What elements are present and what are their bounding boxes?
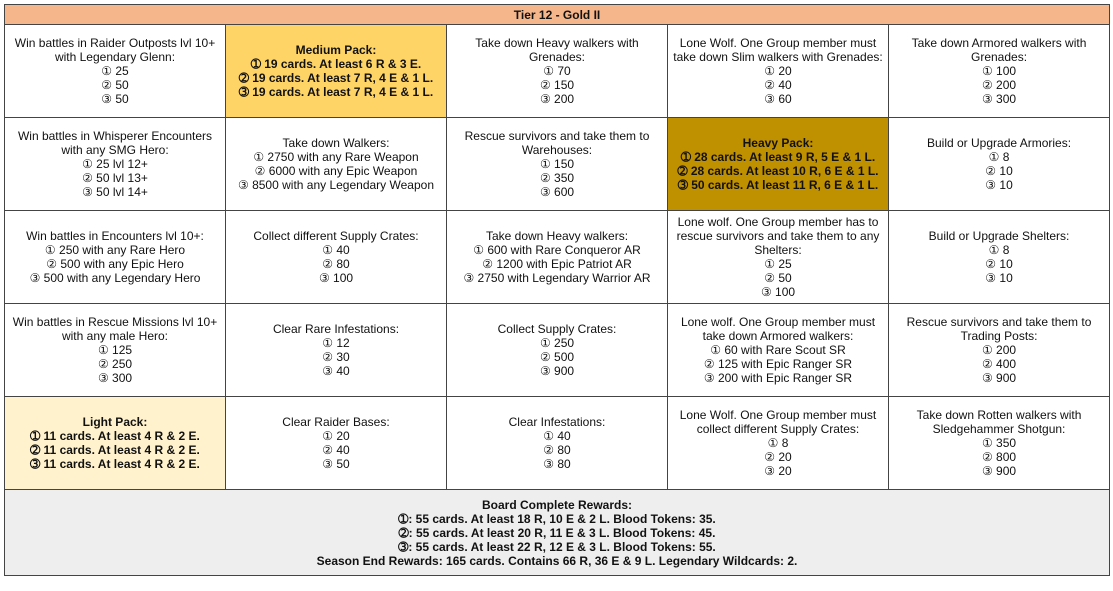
cell-line: ➁ 11 cards. At least 4 R & 2 E. xyxy=(30,443,200,457)
challenge-cell xyxy=(447,118,668,211)
cell-line: ➂ 11 cards. At least 4 R & 2 E. xyxy=(30,457,200,471)
cell-line: ➀ 28 cards. At least 9 R, 5 E & 1 L. xyxy=(680,150,876,164)
cell-line: ③ 80 xyxy=(543,457,571,471)
challenge-cell xyxy=(226,397,447,490)
challenge-cell xyxy=(226,304,447,397)
challenge-cell xyxy=(447,25,668,118)
cell-line: ③ 2750 with Legendary Warrior AR xyxy=(463,271,651,285)
challenge-cell xyxy=(889,397,1110,490)
cell-line: ③ 10 xyxy=(985,271,1013,285)
cell-heading: Light Pack: xyxy=(82,415,148,429)
cell-line: ② 800 xyxy=(981,450,1017,464)
cell-line: ② 125 with Epic Ranger SR xyxy=(703,357,853,371)
cell-heading: Heavy Pack: xyxy=(742,136,814,150)
cell-line: ② 500 xyxy=(539,350,575,364)
cell-line: ② 30 xyxy=(322,350,350,364)
challenge-cell xyxy=(668,397,889,490)
cell-line: ③ 50 xyxy=(101,92,129,106)
cell-heading: Clear Raider Bases: xyxy=(282,415,390,429)
cell-line: ③ 40 xyxy=(322,364,350,378)
challenge-cell xyxy=(5,25,226,118)
cell-line: ② 50 xyxy=(101,78,129,92)
cell-line: Grenades: xyxy=(528,50,586,64)
board-row xyxy=(5,397,1110,490)
challenge-cell xyxy=(668,25,889,118)
cell-heading: Lone wolf. One Group member must xyxy=(680,315,876,329)
cell-line: ➁ 19 cards. At least 7 R, 4 E & 1 L. xyxy=(238,71,434,85)
cell-line: ② 250 xyxy=(97,357,133,371)
cell-line: ② 50 xyxy=(764,271,792,285)
cell-line: ③ 200 with Epic Ranger SR xyxy=(703,371,853,385)
cell-line: ③ 900 xyxy=(539,364,575,378)
challenge-cell xyxy=(889,304,1110,397)
cell-line: Warehouses: xyxy=(521,143,593,157)
cell-line: ① 2750 with any Rare Weapon xyxy=(253,150,419,164)
cell-line: ① 20 xyxy=(322,429,350,443)
cell-line: ① 250 with any Rare Hero xyxy=(44,243,186,257)
cell-heading: Rescue survivors and take them to xyxy=(906,315,1092,329)
cell-line: ➁ 28 cards. At least 10 R, 6 E & 1 L. xyxy=(677,164,879,178)
cell-heading: Lone Wolf. One Group member must xyxy=(679,408,877,422)
cell-line: ① 600 with Rare Conqueror AR xyxy=(473,243,641,257)
cell-line: ② 500 with any Epic Hero xyxy=(46,257,184,271)
cell-line: ① 8 xyxy=(767,436,789,450)
cell-line: with any male Hero: xyxy=(61,329,169,343)
cell-line: with Legendary Glenn: xyxy=(54,50,176,64)
cell-line: ③ 900 xyxy=(981,371,1017,385)
cell-heading: Build or Upgrade Shelters: xyxy=(928,229,1070,243)
cell-line: ③ 10 xyxy=(985,178,1013,192)
cell-line: ➂ 50 cards. At least 11 R, 6 E & 1 L. xyxy=(677,178,879,192)
cell-line: rescue survivors and take them to any xyxy=(676,229,880,243)
cell-line: ① 125 xyxy=(97,343,133,357)
cell-line: ③ 300 xyxy=(97,371,133,385)
cell-heading: Medium Pack: xyxy=(295,43,377,57)
cell-line: ① 25 lvl 12+ xyxy=(82,157,148,171)
title-row xyxy=(5,5,1110,25)
cell-line: ① 100 xyxy=(981,64,1017,78)
medium-pack-cell xyxy=(226,25,447,118)
cell-heading: Win battles in Encounters lvl 10+: xyxy=(26,229,204,243)
cell-line: ➀ 11 cards. At least 4 R & 2 E. xyxy=(30,429,200,443)
cell-line: ③ 50 xyxy=(322,457,350,471)
cell-line: ➀ 19 cards. At least 6 R & 3 E. xyxy=(250,57,422,71)
cell-line: ② 20 xyxy=(764,450,792,464)
cell-line: ② 400 xyxy=(981,357,1017,371)
cell-line: ③ 300 xyxy=(981,92,1017,106)
cell-line: ① 25 xyxy=(101,64,129,78)
cell-line: take down Slim walkers with Grenades: xyxy=(673,50,883,64)
cell-heading: Win battles in Whisperer Encounters xyxy=(17,129,213,143)
cell-heading: Take down Armored walkers with xyxy=(911,36,1087,50)
challenge-cell xyxy=(5,304,226,397)
rewards-line: ➁: 55 cards. At least 20 R, 11 E & 3 L. Blood Tokens: 45. xyxy=(398,525,716,540)
cell-line: ① 25 xyxy=(764,257,792,271)
cell-line: collect different Supply Crates: xyxy=(696,422,860,436)
cell-heading: Clear Rare Infestations: xyxy=(272,322,400,336)
cell-line: ① 8 xyxy=(988,150,1010,164)
cell-line: ② 1200 with Epic Patriot AR xyxy=(482,257,632,271)
board-row xyxy=(5,25,1110,118)
cell-line: ② 10 xyxy=(985,257,1013,271)
cell-line: ① 70 xyxy=(543,64,571,78)
cell-line: ② 80 xyxy=(322,257,350,271)
cell-line: ① 60 with Rare Scout SR xyxy=(710,343,846,357)
cell-line: ③ 60 xyxy=(764,92,792,106)
cell-line: ② 6000 with any Epic Weapon xyxy=(254,164,418,178)
challenge-cell xyxy=(226,118,447,211)
challenge-cell xyxy=(889,118,1110,211)
challenge-cell xyxy=(447,304,668,397)
challenge-cell xyxy=(889,25,1110,118)
cell-line: ② 50 lvl 13+ xyxy=(82,171,148,185)
cell-line: ① 350 xyxy=(981,436,1017,450)
cell-heading: Collect Supply Crates: xyxy=(497,322,617,336)
cell-line: ② 10 xyxy=(985,164,1013,178)
cell-heading: Collect different Supply Crates: xyxy=(253,229,419,243)
cell-line: ① 150 xyxy=(539,157,575,171)
challenge-cell xyxy=(226,211,447,304)
cell-line: ① 40 xyxy=(543,429,571,443)
tier-title: Tier 12 - Gold II xyxy=(5,5,1110,25)
cell-line: ① 250 xyxy=(539,336,575,350)
cell-heading: Take down Walkers: xyxy=(282,136,390,150)
cell-line: ③ 100 xyxy=(760,285,796,299)
challenge-cell xyxy=(889,211,1110,304)
board-row xyxy=(5,304,1110,397)
cell-line: ③ 20 xyxy=(764,464,792,478)
cell-line: ③ 500 with any Legendary Hero xyxy=(29,271,201,285)
board-row xyxy=(5,118,1110,211)
cell-heading: Win battles in Rescue Missions lvl 10+ xyxy=(12,315,218,329)
cell-line: with any SMG Hero: xyxy=(61,143,169,157)
cell-line: ③ 100 xyxy=(318,271,354,285)
challenge-cell xyxy=(5,211,226,304)
cell-heading: Build or Upgrade Armories: xyxy=(926,136,1072,150)
footer-row xyxy=(5,490,1110,576)
cell-line: ① 12 xyxy=(322,336,350,350)
cell-line: ③ 8500 with any Legendary Weapon xyxy=(237,178,434,192)
challenge-cell xyxy=(447,211,668,304)
cell-line: ① 20 xyxy=(764,64,792,78)
cell-line: ② 40 xyxy=(322,443,350,457)
rewards-heading: Board Complete Rewards: xyxy=(482,497,633,512)
cell-line: ② 80 xyxy=(543,443,571,457)
rewards-line: Season End Rewards: 165 cards. Contains 66 R, 36 E & 9 L. Legendary Wildcards: 2. xyxy=(316,553,798,568)
cell-line: ③ 200 xyxy=(539,92,575,106)
cell-heading: Win battles in Raider Outposts lvl 10+ xyxy=(14,36,216,50)
cell-heading: Lone Wolf. One Group member must xyxy=(679,36,877,50)
cell-line: ➂ 19 cards. At least 7 R, 4 E & 1 L. xyxy=(238,85,434,99)
cell-line: ① 8 xyxy=(988,243,1010,257)
rewards-line: ➂: 55 cards. At least 22 R, 12 E & 3 L. Blood Tokens: 55. xyxy=(398,539,716,554)
challenge-cell xyxy=(5,118,226,211)
cell-heading: Take down Rotten walkers with xyxy=(916,408,1082,422)
challenge-cell xyxy=(447,397,668,490)
rewards-line: ➀: 55 cards. At least 18 R, 10 E & 2 L. Blood Tokens: 35. xyxy=(398,511,716,526)
board-row xyxy=(5,211,1110,304)
cell-line: Shelters: xyxy=(754,243,802,257)
challenge-cell xyxy=(668,304,889,397)
cell-line: ② 200 xyxy=(981,78,1017,92)
cell-heading: Clear Infestations: xyxy=(508,415,606,429)
cell-line: ③ 600 xyxy=(539,185,575,199)
board-rewards-cell xyxy=(5,490,1110,576)
cell-line: Sledgehammer Shotgun: xyxy=(932,422,1066,436)
heavy-pack-cell xyxy=(668,118,889,211)
cell-line: ③ 900 xyxy=(981,464,1017,478)
cell-line: ② 150 xyxy=(539,78,575,92)
cell-line: Trading Posts: xyxy=(960,329,1038,343)
cell-line: Grenades: xyxy=(971,50,1028,64)
cell-heading: Lone wolf. One Group member has to xyxy=(677,215,879,229)
cell-line: ① 40 xyxy=(322,243,350,257)
cell-line: take down Armored walkers: xyxy=(702,329,854,343)
cell-heading: Rescue survivors and take them to xyxy=(464,129,650,143)
cell-line: ① 200 xyxy=(981,343,1017,357)
cell-heading: Take down Heavy walkers: xyxy=(485,229,629,243)
challenge-cell xyxy=(668,211,889,304)
cell-line: ② 350 xyxy=(539,171,575,185)
light-pack-cell xyxy=(5,397,226,490)
cell-line: ② 40 xyxy=(764,78,792,92)
cell-line: ③ 50 lvl 14+ xyxy=(82,185,148,199)
tier-board-table xyxy=(4,4,1110,576)
cell-heading: Take down Heavy walkers with xyxy=(475,36,639,50)
